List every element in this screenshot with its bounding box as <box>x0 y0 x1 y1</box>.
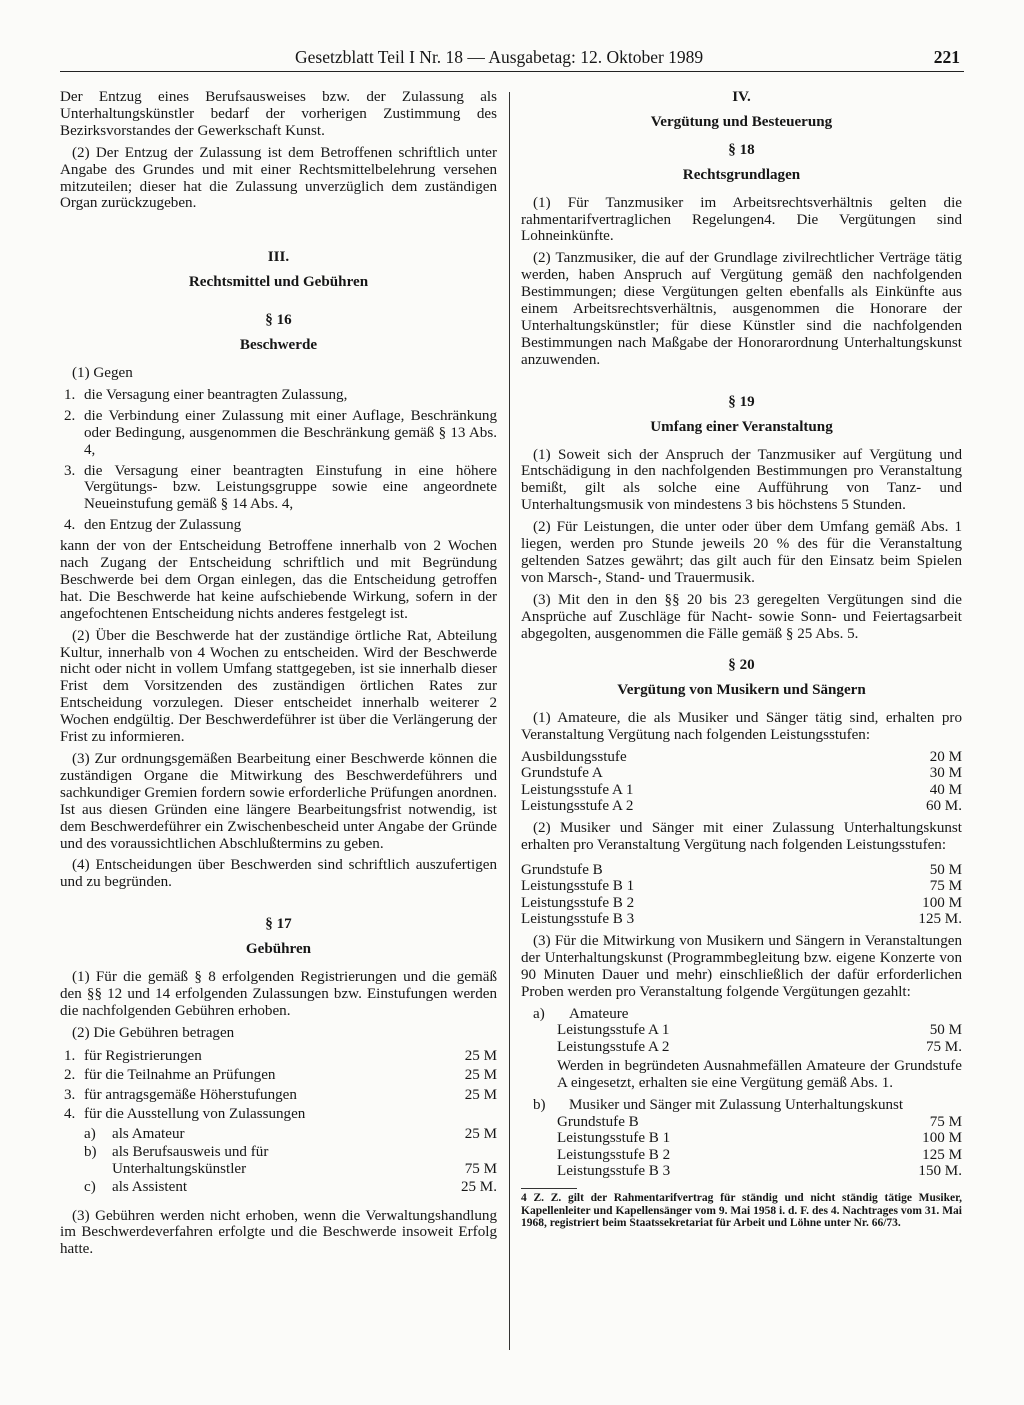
heading-gebuehren: Gebühren <box>245 941 312 958</box>
fee-row: 2. für die Teilnahme an Prüfungen 25 M <box>64 1067 497 1084</box>
s17-paragraph-1: (1) Für die gemäß § 8 erfolgenden Registrierungen und die gemäß den §§ 12 und 14 erfolgenden Zulassungen bzw. Einstufungen werden die nachfolgenden Gebühren erhoben. <box>60 969 497 1019</box>
paragraph-sign-18: § 18 <box>728 141 755 158</box>
heading-umfang: Umfang einer Veranstaltung <box>650 418 833 435</box>
s20-paragraph-2: (2) Musiker und Sänger mit einer Zulassung Unterhaltungskunst erhalten pro Veranstaltung Vergütung nach folgenden Leistungsstufen: <box>521 820 962 853</box>
gazette-title: Gesetzblatt Teil I Nr. 18 — Ausgabetag: 12. Oktober 1989 <box>295 47 704 67</box>
page-header <box>60 47 964 72</box>
s19-paragraph-2: (2) Für Leistungen, die unter oder über dem Umfang gemäß Abs. 1 liegen, werden pro Stunde jeweils 20 % des für die Veranstaltung geltenden Satzes gewährt; das gilt auch für den Einsatz beim Spielen von Marsch-, Stand- und Trauermusik. <box>521 519 962 586</box>
rate-row: Leistungsstufe A 2 60 M. <box>521 798 962 815</box>
fee-subrow: b) als Berufsausweis und für Unterhaltungskünstler 75 M <box>84 1144 497 1178</box>
paragraph-2: (2) Der Entzug der Zulassung ist dem Betroffenen schriftlich unter Angabe des Grundes und mit einer Rechtsmittelbelehrung versehen mitzuteilen; dieser hat die Zulassung unverzüglich dem zuständigen Organ zurückzugeben. <box>60 144 497 212</box>
fee-row: 4. für die Ausstellung von Zulassungen <box>64 1106 306 1123</box>
list-item: b) Musiker und Sänger mit Zulassung Unterhaltungskunst <box>533 1097 904 1114</box>
list-item: a) Amateure <box>533 1005 629 1022</box>
footnote: 4 Z. Z. gilt der Rahmentarifvertrag für ständig und nicht ständig tätige Musiker, Kapellenleiter und Kapellensänger vom 9. Mai 1958 i. d. F. des 4. Nachtrages vom 31. Mai 1968, registriert beim Staatssekretariat für Arbeit und Löhne unter Nr. 66/73. <box>521 1192 962 1229</box>
section-title: Vergütung und Besteuerung <box>650 113 833 130</box>
s20-paragraph-1: (1) Amateure, die als Musiker und Sänger tätig sind, erhalten pro Veranstaltung Vergütung nach folgenden Leistungsstufen: <box>521 710 962 744</box>
s20-amateur-note: Werden in begründeten Ausnahmefällen Amateure der Grundstufe A eingesetzt, erhalten sie eine Vergütung gemäß Abs. 1. <box>557 1058 962 1092</box>
s17-paragraph-3: (3) Gebühren werden nicht erhoben, wenn die Verwaltungshandlung im Beschwerdeverfahren erfolgte und die Beschwerde insoweit Erfolg hatte. <box>60 1207 497 1258</box>
list-item: 1. die Versagung einer beantragten Zulassung, <box>64 386 348 403</box>
paragraph-sign-17: § 17 <box>265 916 292 933</box>
paragraph-sign-19: § 19 <box>728 393 755 410</box>
rate-row: Grundstufe A 30 M <box>521 765 962 782</box>
s16-paragraph-4: (4) Entscheidungen über Beschwerden sind schriftlich auszufertigen und zu begründen. <box>60 857 497 891</box>
s20-paragraph-3: (3) Für die Mitwirkung von Musikern und Sängern in Veranstaltungen der Unterhaltungskunst (Programmbegleitung bzw. eigene Konzerte von 90 Minuten Dauer und mehr) einschließlich der dafür erforderlichen Proben werden pro Veranstaltung folgende Vergütungen gezahlt: <box>521 932 962 1000</box>
heading-verguetung: Vergütung von Musikern und Sängern <box>617 682 866 699</box>
rate-row: Leistungsstufe B 2 100 M <box>521 894 962 911</box>
fee-row: 1. für Registrierungen 25 M <box>64 1047 497 1064</box>
heading-beschwerde: Beschwerde <box>239 337 318 354</box>
fee-row: 3. für antragsgemäße Höherstufungen 25 M <box>64 1086 497 1103</box>
fee-subrow: c) als Assistent 25 M. <box>84 1179 497 1196</box>
list-item: 4. den Entzug der Zulassung <box>64 517 242 534</box>
rate-row: Grundstufe B 75 M <box>557 1113 962 1130</box>
paragraph-intro: Der Entzug eines Berufsausweises bzw. der Zulassung als Unterhaltungskünstler bedarf der vorherigen Zustimmung des Bezirksvorstandes der Gewerkschaft Kunst. <box>60 89 497 139</box>
s18-paragraph-1: (1) Für Tanzmusiker im Arbeitsrechtsverhältnis gelten die rahmentarifvertraglichen Regelungen4. Die Vergütungen sind Lohneinkünfte. <box>521 194 962 245</box>
s18-paragraph-2: (2) Tanzmusiker, die auf der Grundlage zivilrechtlicher Verträge tätig werden, haben Anspruch auf Vergütung gemäß den nachfolgenden Bestimmungen; diese Vergütungen gelten ebenfalls als Einkünfte aus einem Arbeitsrechtsverhältnis, ausgenommen die Honorare der Unterhaltungskünstler; für diese Künstler sind die nachfolgenden Bestimmungen nach Maßgabe der Honorarordnung Unterhaltungskunst anzuwenden. <box>521 250 962 368</box>
rate-row: Grundstufe B 50 M <box>521 861 962 878</box>
rate-row: Leistungsstufe A 2 75 M. <box>557 1038 962 1055</box>
s16-lead: (1) Gegen <box>72 364 133 381</box>
heading-rechtsgrundlagen: Rechtsgrundlagen <box>682 166 801 183</box>
s19-paragraph-3: (3) Mit den in den §§ 20 bis 23 geregelten Vergütungen sind die Ansprüche auf Zuschläge für Nacht- sowie Sonn- und Feiertagsarbeit abgegolten, ausgenommen die Fälle gemäß § 25 Abs. 5. <box>521 591 962 642</box>
section-title: Rechtsmittel und Gebühren <box>188 274 369 291</box>
rate-row: Leistungsstufe A 1 50 M <box>557 1022 962 1039</box>
rate-row: Leistungsstufe B 3 125 M. <box>521 911 962 928</box>
section-number: III. <box>267 249 290 266</box>
s16-paragraph-1-rest: kann der von der Entscheidung Betroffene innerhalb von 2 Wochen nach Zugang der Entscheidung schriftlich und mit Begründung Beschwerde bei dem Organ einlegen, das die Entscheidung getroffen hat. Die Beschwerde hat keine aufschiebende Wirkung, sofern in der angefochtenen Entscheidung nichts anderes festgelegt ist. <box>60 538 497 622</box>
s16-paragraph-3: (3) Zur ordnungsgemäßen Bearbeitung einer Beschwerde können die zuständigen Organe die Mitwirkung des Beschwerdeführers und sachkundiger Gremien fordern sowie erforderliche Prüfungen anordnen. Ist aus diesen Gründen eine längere Bearbeitungsfrist notwendig, ist dem Beschwerdeführer ein Zwischenbescheid unter Angabe der Gründe und des voraussichtlichen Abschlußtermins zu geben. <box>60 751 497 852</box>
paragraph-sign-16: § 16 <box>265 312 292 329</box>
rate-row: Leistungsstufe B 2 125 M <box>557 1146 962 1163</box>
list-item: 3. die Versagung einer beantragten Einstufung in eine höhere Vergütungs- bzw. Leistungsgruppe sowie eine angeordnete Neueinstufung gemäß § 14 Abs. 4, <box>64 462 497 513</box>
right-column <box>521 89 962 1229</box>
list-item: 2. die Verbindung einer Zulassung mit einer Auflage, Beschränkung oder Bedingung, ausgenommen die Beschränkung gemäß § 13 Abs. 4, <box>64 407 497 458</box>
rate-row: Leistungsstufe B 3 150 M. <box>557 1163 962 1180</box>
fee-subrow: a) als Amateur 25 M <box>84 1125 497 1142</box>
rate-row: Leistungsstufe A 1 40 M <box>521 781 962 798</box>
rate-row: Ausbildungsstufe 20 M <box>521 748 962 765</box>
rate-row: Leistungsstufe B 1 75 M <box>521 878 962 895</box>
footnote-rule <box>521 1188 577 1189</box>
section-number: IV. <box>732 89 751 105</box>
s17-paragraph-2-lead: (2) Die Gebühren betragen <box>72 1024 235 1041</box>
rate-row: Leistungsstufe B 1 100 M <box>557 1130 962 1147</box>
page-number: 221 <box>933 47 960 67</box>
column-divider <box>509 92 510 1350</box>
s16-paragraph-2: (2) Über die Beschwerde hat der zuständige örtliche Rat, Abteilung Kultur, innerhalb von 4 Wochen zu entscheiden. Wird der Beschwerde nicht oder nicht in vollem Umfang stattgegeben, ist sie innerhalb dieser Frist dem Vorsitzenden des zuständigen örtlichen Rates zur Entscheidung vorzulegen. Dieser entscheidet innerhalb weiterer 2 Wochen endgültig. Der Beschwerdeführer ist über die Verlängerung der Frist zu informieren. <box>60 627 497 746</box>
paragraph-sign-20: § 20 <box>728 657 755 674</box>
s19-paragraph-1: (1) Soweit sich der Anspruch der Tanzmusiker auf Vergütung und Entschädigung in den nachfolgenden Bestimmungen pro Veranstaltung bemißt, gilt als solche eine Aufführung von Tanz- und Unterhaltungsmusik von mindestens 3 bis höchstens 5 Stunden. <box>521 446 962 514</box>
left-column <box>60 89 497 1263</box>
